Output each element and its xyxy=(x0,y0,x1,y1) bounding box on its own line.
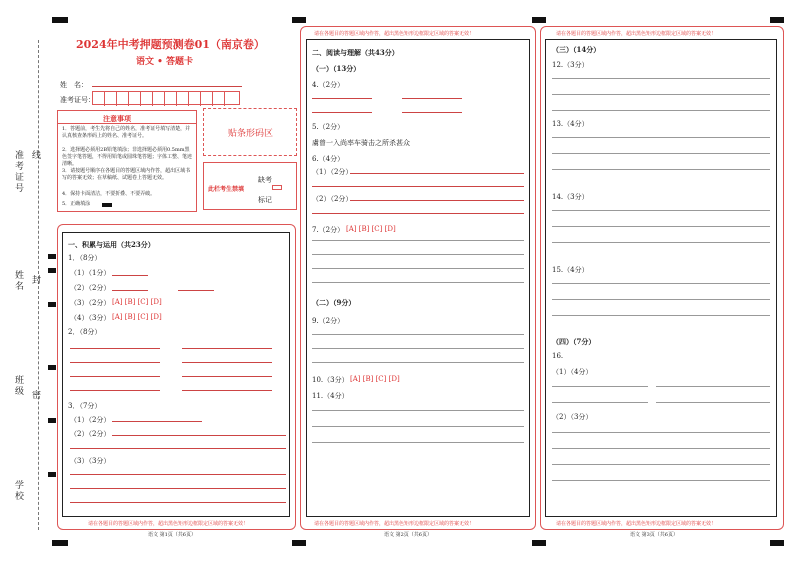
warning: 请在各题目的答题区域内作答，超出黑色矩形边框限定区域的答案无效！ xyxy=(314,31,475,37)
guide-line xyxy=(656,402,770,403)
guide-line xyxy=(312,282,524,283)
guide-line xyxy=(552,242,770,243)
choice-options[interactable]: [A] [B] [C] [D] xyxy=(112,298,162,306)
guide-line xyxy=(552,299,770,300)
answer-line[interactable] xyxy=(182,376,272,377)
answer-line[interactable] xyxy=(312,112,372,113)
marker xyxy=(48,268,56,273)
answer-line[interactable] xyxy=(182,390,272,391)
choice-options[interactable]: [A] [B] [C] [D] xyxy=(350,375,400,383)
guide-line xyxy=(552,169,770,170)
absent-box xyxy=(203,162,297,210)
exam-id-label: 准考证号： xyxy=(60,96,95,104)
section-2: 二、阅读与理解（共43分） xyxy=(312,48,399,57)
guide-line xyxy=(312,268,524,269)
choice-options[interactable]: [A] [B] [C] [D] xyxy=(346,225,396,233)
q12: 12.（3分） xyxy=(552,61,589,69)
page-footer: 语文 第3页（共6页） xyxy=(630,532,678,538)
side-school: 学校 xyxy=(13,480,23,502)
answer-line[interactable] xyxy=(178,290,214,291)
guide-line xyxy=(552,78,770,79)
q10: 10.（3分） xyxy=(312,376,349,384)
guide-line xyxy=(552,480,770,481)
q3a: （1）（2分） xyxy=(70,416,111,424)
answer-line[interactable] xyxy=(70,362,160,363)
q13: 13.（4分） xyxy=(552,120,589,128)
exam-id-field[interactable] xyxy=(92,91,240,105)
answer-line[interactable] xyxy=(112,421,202,422)
passage-text: 虜曾一入尚率车骑击之所杀甚众 xyxy=(312,139,410,147)
guide-line xyxy=(552,210,770,211)
q11: 11.（4分） xyxy=(312,392,349,400)
guide-line xyxy=(312,426,524,427)
q4: 4.（2分） xyxy=(312,81,345,89)
warning: 请在各题目的答题区域内作答，超出黑色矩形边框限定区域的答案无效！ xyxy=(556,521,717,527)
q14: 14.（3分） xyxy=(552,193,589,201)
subsection: （三）（14分） xyxy=(552,45,601,54)
marker xyxy=(48,254,56,259)
guide-line xyxy=(552,94,770,95)
guide-line xyxy=(552,315,770,316)
absent-b: 标记 xyxy=(258,196,272,204)
guide-line xyxy=(552,110,770,111)
q16b: （2）（3分） xyxy=(552,413,593,421)
answer-line[interactable] xyxy=(112,435,286,436)
guide-line xyxy=(552,386,648,387)
q6: 6.（4分） xyxy=(312,155,345,163)
q1a: （1）（1分） xyxy=(70,269,111,277)
answer-line[interactable] xyxy=(182,348,272,349)
marker xyxy=(48,302,56,307)
q1: 1．（8分） xyxy=(68,254,102,262)
guide-line xyxy=(552,137,770,138)
marker xyxy=(532,17,546,23)
answer-line[interactable] xyxy=(70,488,286,489)
notice-box xyxy=(57,110,197,212)
guide-line xyxy=(312,334,524,335)
subsection: （四）（7分） xyxy=(552,337,596,346)
barcode-label: 贴条形码区 xyxy=(228,129,274,139)
filled-sample xyxy=(102,203,112,207)
side-class: 班级 xyxy=(13,375,23,397)
notice-item: 1．答题前，考生先将自己的姓名，准考证号填写清楚，并认真核查条形码上的姓名、准考证号。 xyxy=(62,126,191,139)
page-title: 2024年中考押题预测卷01（南京卷） xyxy=(76,38,265,51)
notice-item: 5．正确填涂 xyxy=(62,201,91,207)
choice-options[interactable]: [A] [B] [C] [D] xyxy=(112,313,162,321)
q1c: （3）（2分） xyxy=(70,299,111,307)
marker xyxy=(52,540,68,546)
side-line: 线 xyxy=(30,150,40,161)
answer-line[interactable] xyxy=(112,290,148,291)
marker xyxy=(48,365,56,370)
subsection: （二）（9分） xyxy=(312,298,356,307)
q1d: （4）（3分） xyxy=(70,314,111,322)
answer-line[interactable] xyxy=(312,213,524,214)
answer-line[interactable] xyxy=(312,186,524,187)
guide-line xyxy=(552,464,770,465)
subsection: （一）（13分） xyxy=(312,64,361,73)
page-footer: 语文 第2页（共6页） xyxy=(384,532,432,538)
answer-line[interactable] xyxy=(70,348,160,349)
marker xyxy=(292,17,306,23)
q5: 5.（2分） xyxy=(312,123,345,131)
absent-a: 缺考 xyxy=(258,176,272,184)
guide-line xyxy=(552,448,770,449)
marker xyxy=(292,540,306,546)
answer-line[interactable] xyxy=(70,502,286,503)
answer-line[interactable] xyxy=(312,98,372,99)
guide-line xyxy=(552,432,770,433)
side-name: 姓名 xyxy=(13,270,23,292)
page-subtitle: 语文 • 答题卡 xyxy=(136,57,194,67)
answer-line[interactable] xyxy=(402,112,462,113)
q6a: （1）（2分） xyxy=(312,168,353,176)
guide-line xyxy=(552,283,770,284)
q6b: （2）（2分） xyxy=(312,195,353,203)
marker xyxy=(48,472,56,477)
notice-title: 注意事项 xyxy=(103,114,131,123)
marker xyxy=(48,418,56,423)
notice-item: 4．保持卡面清洁，不要折叠、不要弄破。 xyxy=(62,191,156,197)
marker xyxy=(532,540,546,546)
name-label: 姓 名： xyxy=(60,81,88,89)
side-exam-id: 准考证号 xyxy=(13,150,23,194)
answer-line[interactable] xyxy=(112,275,148,276)
q16a: （1）（4分） xyxy=(552,368,593,376)
answer-line[interactable] xyxy=(402,98,462,99)
absent-checkbox[interactable] xyxy=(272,185,282,190)
answer-line[interactable] xyxy=(70,448,286,449)
answer-line[interactable] xyxy=(70,474,286,475)
guide-line xyxy=(312,240,524,241)
side-seal: 封 xyxy=(30,275,40,286)
guide-line xyxy=(552,153,770,154)
guide-line xyxy=(312,362,524,363)
answer-line[interactable] xyxy=(70,376,160,377)
guide-line xyxy=(552,402,648,403)
answer-line[interactable] xyxy=(70,390,160,391)
guide-line xyxy=(312,410,524,411)
warning: 请在各题目的答题区域内作答，超出黑色矩形边框限定区域的答案无效！ xyxy=(88,521,249,527)
guide-line xyxy=(656,386,770,387)
guide-line xyxy=(312,254,524,255)
page-footer: 语文 第1页（共6页） xyxy=(148,532,196,538)
answer-line[interactable] xyxy=(350,200,524,201)
q16: 16. xyxy=(552,352,564,360)
absent-label: 此栏考生禁填 xyxy=(208,186,245,193)
guide-line xyxy=(312,348,524,349)
side-secret: 密 xyxy=(30,390,40,401)
q3b: （2）（2分） xyxy=(70,430,111,438)
q3c: （3）（3分） xyxy=(70,457,111,465)
name-field[interactable] xyxy=(92,86,242,87)
notice-item: 2．选择题必须用2B铅笔填涂；非选择题必须用0.5mm黑色签字笔答题，不得用铅笔或圆珠笔答题；字体工整、笔迹清晰。 xyxy=(62,147,193,167)
guide-line xyxy=(312,442,524,443)
warning: 请在各题目的答题区域内作答，超出黑色矩形边框限定区域的答案无效！ xyxy=(314,521,475,527)
notice-item: 3．请按题号顺序在各题目的答题区域内作答，超出区域书写的答案无效；在草稿纸、试题卷上答题无效。 xyxy=(62,168,191,181)
q7: 7.（2分） xyxy=(312,226,345,234)
marker xyxy=(52,17,68,23)
q1b: （2）（2分） xyxy=(70,284,111,292)
warning: 请在各题目的答题区域内作答，超出黑色矩形边框限定区域的答案无效！ xyxy=(556,31,717,37)
answer-box-2 xyxy=(306,39,530,517)
answer-line[interactable] xyxy=(182,362,272,363)
q3: 3．（7分） xyxy=(68,402,102,410)
marker xyxy=(770,17,784,23)
q9: 9.（2分） xyxy=(312,317,345,325)
q15: 15.（4分） xyxy=(552,266,589,274)
answer-line[interactable] xyxy=(350,173,524,174)
marker xyxy=(770,540,784,546)
guide-line xyxy=(552,226,770,227)
q2: 2．（8分） xyxy=(68,328,102,336)
section-1: 一、积累与运用（共23分） xyxy=(68,240,155,249)
barcode-area xyxy=(203,108,297,156)
